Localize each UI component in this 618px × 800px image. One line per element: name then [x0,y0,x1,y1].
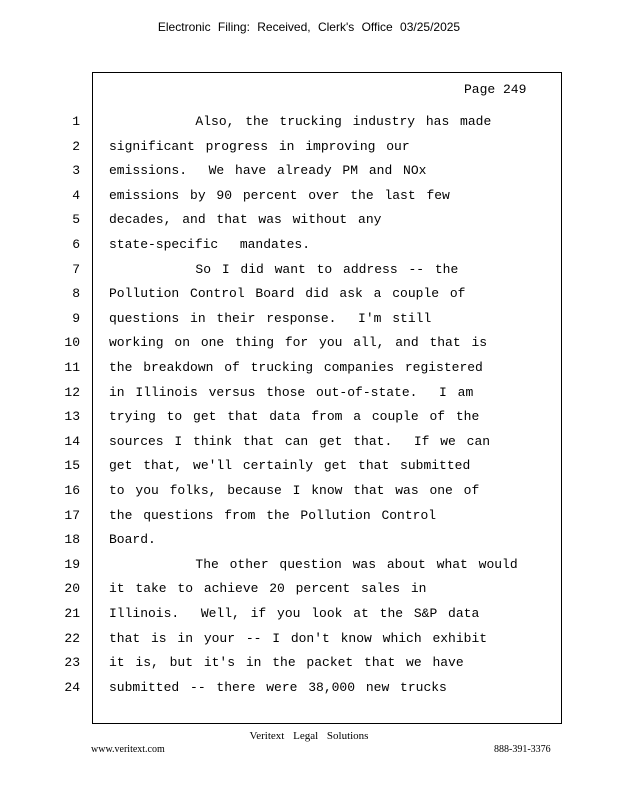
line-number: 5 [72,212,80,228]
transcript-line-text: questions in their response. I'm still [109,310,432,326]
footer-phone: 888-391-3376 [494,744,551,755]
page-number: Page 249 [464,82,527,97]
transcript-line-text: decades, and that was without any [109,212,382,228]
transcript-line-text: significant progress in improving our [109,138,410,154]
transcript-line-text: the breakdown of trucking companies registered [109,360,483,375]
filing-stamp: Electronic Filing: Received, Clerk's Office 03/25/2025 [157,20,461,34]
line-number: 13 [64,409,80,425]
transcript-line-text: that is in your -- I don't know which exhibit [109,630,488,646]
transcript-line-text: Also, the trucking industry has made [109,114,492,129]
line-number: 4 [72,187,80,203]
line-number: 21 [64,606,80,621]
transcript-line-text: the questions from the Pollution Control [109,507,437,523]
transcript-line-text: working on one thing for you all, and that is [109,335,488,351]
transcript-line-text: Board. [109,532,156,548]
transcript-line-text: So I did want to address -- the [109,261,459,277]
transcript-line-text: in Illinois versus those out-of-state. I am [109,384,474,400]
footer-company: Veritext Legal Solutions [249,730,369,742]
line-number: 18 [64,532,80,548]
line-number: 12 [64,384,80,400]
footer-website: www.veritext.com [91,744,165,755]
line-number: 23 [64,655,80,671]
transcript-line-text: it is, but it's in the packet that we have [109,655,464,671]
line-number: 16 [64,483,80,498]
line-number: 20 [64,581,80,597]
line-number: 22 [64,630,80,646]
transcript-line-text: Illinois. Well, if you look at the S&P data [109,606,480,621]
transcript-line-text: emissions. We have already PM and NOx [109,163,427,179]
transcript-line-text: emissions by 90 percent over the last few [109,187,450,203]
line-number: 2 [72,138,80,154]
line-number: 10 [64,335,80,351]
line-number: 14 [64,433,80,449]
transcript-line-text: it take to achieve 20 percent sales in [109,581,427,597]
transcript-line-text: get that, we'll certainly get that submitted [109,458,471,474]
line-number: 11 [64,360,80,375]
line-number: 15 [64,458,80,474]
transcript-line-text: submitted -- there were 38,000 new trucks [109,679,447,695]
transcript-line-text: Pollution Control Board did ask a couple of [109,286,466,302]
line-number: 9 [72,310,80,326]
line-number: 6 [72,237,80,252]
line-number: 24 [64,679,80,695]
line-number: 17 [64,507,80,523]
transcript-line-text: The other question was about what would [109,556,518,572]
line-number: 19 [64,556,80,572]
transcript-line-text: to you folks, because I know that was one of [109,483,480,498]
line-number: 3 [72,163,80,179]
transcript-line-text: trying to get that data from a couple of the [109,409,480,425]
line-number: 7 [72,261,80,277]
line-number: 8 [72,286,80,302]
line-number: 1 [72,114,80,129]
transcript-line-text: sources I think that can get that. If we can [109,433,491,449]
transcript-line-text: state-specific mandates. [109,237,311,252]
